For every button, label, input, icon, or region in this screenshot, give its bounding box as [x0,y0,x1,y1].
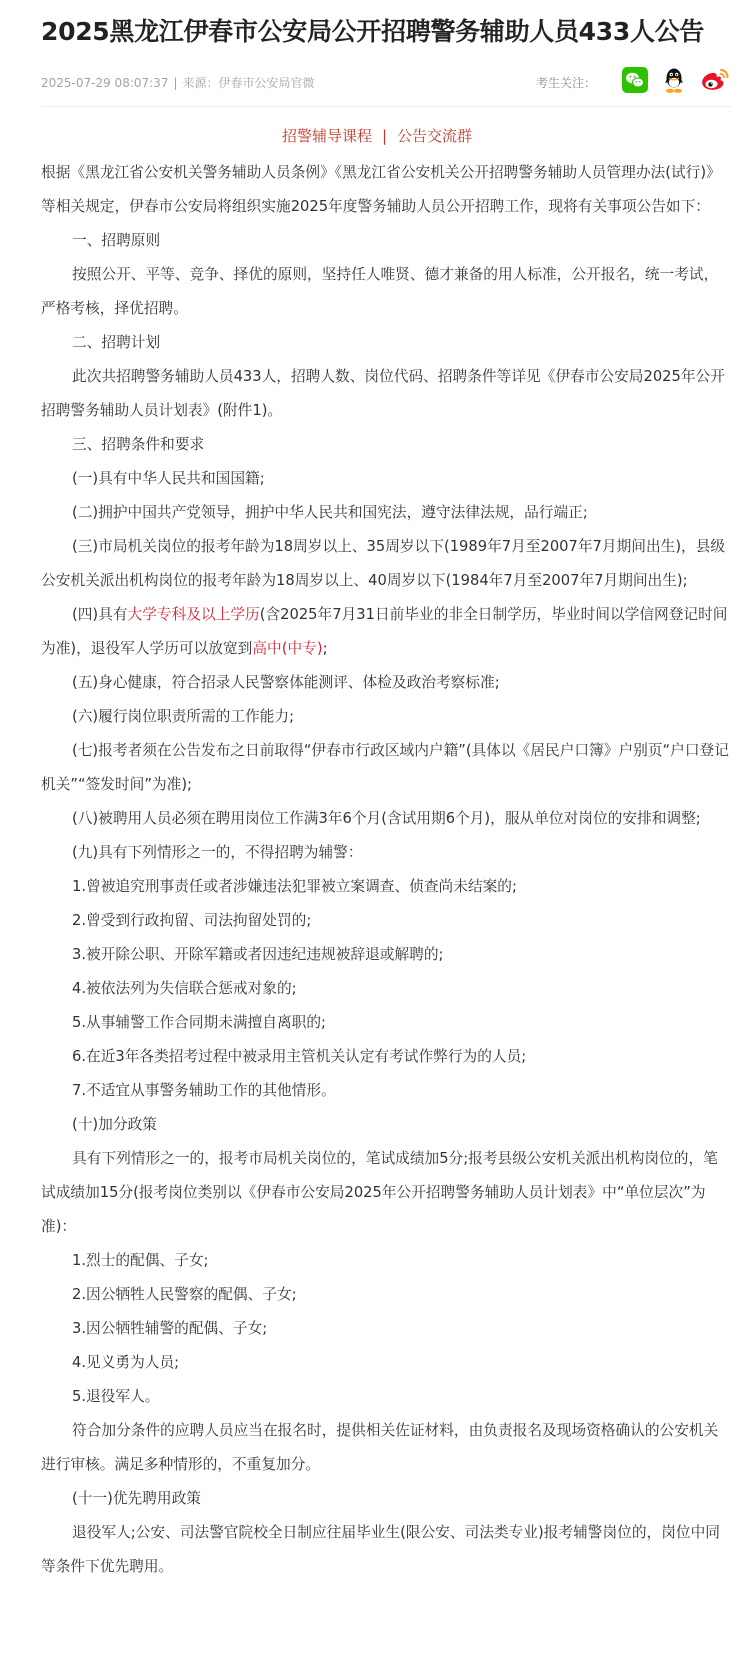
list-item: 7.不适宜从事警务辅助工作的其他情形。 [72,1082,336,1099]
paragraph: (二)拥护中国共产党领导，拥护中华人民共和国宪法，遵守法律法规，品行端正; [72,504,588,521]
list-item: 2.曾受到行政拘留、司法拘留处罚的; [72,912,312,929]
publish-datetime: 2025-07-29 08:07:37 [41,76,169,90]
edu-highlight-degree: 大学专科及以上学历 [127,606,260,623]
article-title: 2025黑龙江伊春市公安局公开招聘警务辅助人员433人公告 [41,17,705,46]
edu-suffix: ; [322,640,328,657]
article-source: 来源：伊春市公安局官微 [182,76,315,90]
weibo-icon[interactable] [700,67,730,97]
paragraph: (七)报考者须在公告发布之日前取得“伊春市行政区域内户籍”(具体以《居民户口簿》户别页“户口登记机关”“签发时间”为准); [41,742,729,793]
share-bar [536,64,730,100]
wechat-icon[interactable] [622,67,648,97]
section-heading: (十)加分政策 [72,1116,157,1133]
promo-links [0,124,754,148]
paragraph: 根据《黑龙江省公安机关警务辅助人员条例》《黑龙江省公安机关公开招聘警务辅助人员管理办法(试行)》等相关规定，伊春市公安局将组织实施2025年度警务辅助人员公开招聘工作，现将有关事项公告如下： [41,164,721,215]
paragraph: (三)市局机关岗位的报考年龄为18周岁以上、35周岁以下(1989年7月至2007年7月期间出生)，县级公安机关派出机构岗位的报考年龄为18周岁以上、40周岁以下(1984年7月至2007年7月期间出生); [41,538,726,589]
header-divider [41,106,731,107]
list-item: 2.因公牺牲人民警察的配偶、子女; [72,1286,297,1303]
edu-prefix: (四)具有 [72,606,128,623]
paragraph: 退役军人;公安、司法警官院校全日制应往届毕业生(限公安、司法类专业)报考辅警岗位的，岗位中同等条件下优先聘用。 [41,1524,720,1575]
paragraph: (九)具有下列情形之一的，不得招聘为辅警： [72,844,363,861]
list-item: 6.在近3年各类招考过程中被录用主管机关认定有考试作弊行为的人员; [72,1048,527,1065]
paragraph: 此次共招聘警务辅助人员433人，招聘人数、岗位代码、招聘条件等详见《伊春市公安局2025年公开招聘警务辅助人员计划表》(附件1)。 [41,368,725,419]
education-requirement-paragraph [41,598,731,666]
meta-separator: | [173,76,178,90]
edu-highlight-highschool: 高中(中专) [252,640,323,657]
list-item: 4.被依法列为失信联合惩戒对象的; [72,980,297,997]
list-item: 3.被开除公职、开除军籍或者因违纪违规被辞退或解聘的; [72,946,444,963]
article-meta [41,74,315,92]
paragraph: 具有下列情形之一的，报考市局机关岗位的，笔试成绩加5分;报考县级公安机关派出机构岗位的，笔试成绩加15分(报考岗位类别以《伊春市公安局2025年公开招聘警务辅助人员计划表》中“单位层次”为准)： [41,1150,718,1235]
list-item: 5.退役军人。 [72,1388,160,1405]
list-item: 5.从事辅警工作合同期未满擅自离职的; [72,1014,326,1031]
course-link[interactable]: 招警辅导课程 [281,127,372,145]
paragraph: (五)身心健康，符合招录人民警察体能测评、体检及政治考察标准; [72,674,500,691]
section-heading: 二、招聘计划 [72,334,161,351]
list-item: 4.见义勇为人员; [72,1354,180,1371]
article-body [41,156,731,1584]
section-heading: 三、招聘条件和要求 [72,436,205,453]
paragraph: 符合加分条件的应聘人员应当在报名时，提供相关佐证材料，由负责报名及现场资格确认的公安机关进行审核。满足多种情形的，不重复加分。 [41,1422,719,1473]
edu-middle: (含2025年7月31日前毕业的非全日制学历，毕业时间以学信网登记时间为准)，退役军人学历可以放宽到 [41,606,728,657]
group-link[interactable]: 公告交流群 [397,127,473,145]
links-separator: | [381,127,388,145]
list-item: 1.烈士的配偶、子女; [72,1252,209,1269]
paragraph: (六)履行岗位职责所需的工作能力; [72,708,295,725]
list-item: 1.曾被追究刑事责任或者涉嫌违法犯罪被立案调查、侦查尚未结案的; [72,878,517,895]
section-heading: (十一)优先聘用政策 [72,1490,201,1507]
section-heading: 一、招聘原则 [72,232,161,249]
share-label: 考生关注： [535,75,596,90]
list-item: 3.因公牺牲辅警的配偶、子女; [72,1320,268,1337]
paragraph: (一)具有中华人民共和国国籍; [72,470,265,487]
paragraph: (八)被聘用人员必须在聘用岗位工作满3年6个月(含试用期6个月)，服从单位对岗位的安排和调整; [72,810,701,827]
paragraph: 按照公开、平等、竞争、择优的原则，坚持任人唯贤、德才兼备的用人标准，公开报名，统一考试，严格考核，择优招聘。 [41,266,719,317]
qq-icon[interactable] [662,66,686,98]
